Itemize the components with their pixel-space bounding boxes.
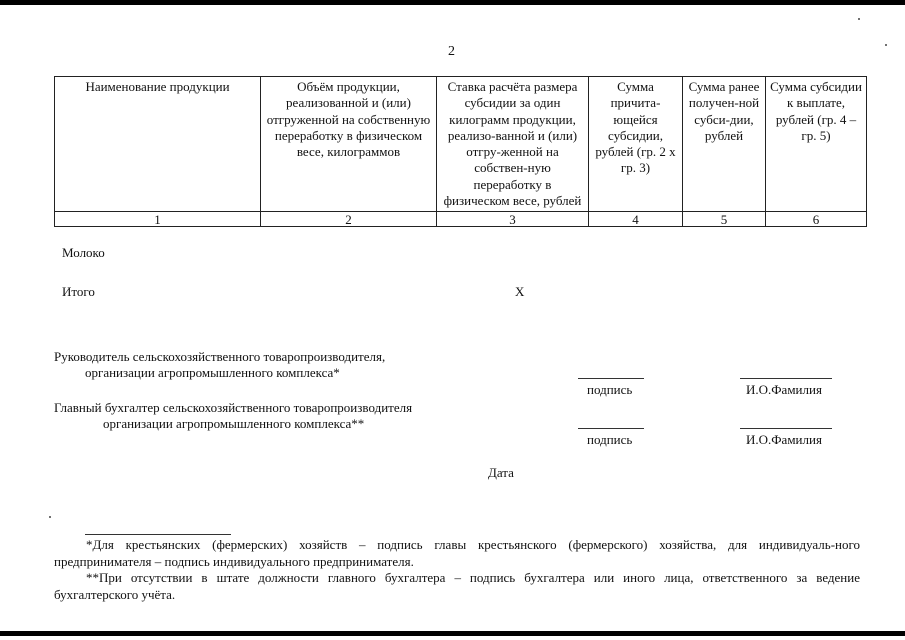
accountant-name-caption: И.О.Фамилия	[746, 432, 822, 447]
footnote-1: *Для крестьянских (фермерских) хозяйств – подпись главы крестьянского (фермерского) хозяйства, для индивидуаль-ного предпринимателя – подпись индивидуального предпринимателя.	[54, 537, 860, 569]
row-label-total: Итого	[62, 284, 95, 299]
accountant-signature-line	[578, 428, 644, 429]
scan-bottom-border	[0, 631, 905, 636]
header-rate: Ставка расчёта размера субсидии за один килограмм продукции, реализо-ванной и (или) отгру-женной на собствен-ную переработку в физическом весе, рублей	[437, 77, 589, 212]
column-number-row	[55, 212, 867, 227]
date-label: Дата	[488, 465, 514, 480]
accountant-title-line2: организации агропромышленного комплекса**	[103, 416, 365, 431]
scan-speck	[885, 44, 887, 46]
footnote-2: **При отсутствии в штате должности главного бухгалтера – подпись бухгалтера или иного лица, ответственного за ведение бухгалтерского учёта.	[54, 570, 860, 602]
scan-speck	[49, 516, 51, 518]
accountant-name-line	[740, 428, 832, 429]
subsidy-table	[54, 76, 867, 227]
head-signature-caption: подпись	[587, 382, 633, 397]
total-x-mark: Х	[515, 284, 525, 299]
column-number: 2	[261, 212, 437, 227]
header-product-name: Наименование продукции	[55, 77, 261, 212]
header-received-amount: Сумма ранее получен-ной субси-дии, рублей	[683, 77, 766, 212]
accountant-signature-label	[54, 400, 412, 432]
row-label-milk: Молоко	[62, 245, 105, 260]
scan-speck	[858, 18, 860, 20]
page-number: 2	[448, 44, 455, 59]
scan-top-border	[0, 0, 905, 5]
column-number: 5	[683, 212, 766, 227]
column-number: 6	[766, 212, 867, 227]
footnote-separator	[85, 534, 231, 535]
column-number: 1	[55, 212, 261, 227]
head-signature-label	[54, 349, 385, 381]
head-name-line	[740, 378, 832, 379]
head-title-line1: Руководитель сельскохозяйственного товаропроизводителя,	[54, 349, 386, 364]
header-payout-amount: Сумма субсидии к выплате, рублей (гр. 4 – гр. 5)	[766, 77, 867, 212]
column-number: 4	[589, 212, 683, 227]
header-due-amount: Сумма причита-ющейся субсидии, рублей (гр. 2 х гр. 3)	[589, 77, 683, 212]
table-header-row	[55, 77, 867, 212]
accountant-signature-caption: подпись	[587, 432, 633, 447]
column-number: 3	[437, 212, 589, 227]
accountant-title-line1: Главный бухгалтер сельскохозяйственного товаропроизводителя	[54, 400, 413, 415]
head-signature-line	[578, 378, 644, 379]
head-title-line2: организации агропромышленного комплекса*	[85, 365, 340, 380]
head-name-caption: И.О.Фамилия	[746, 382, 822, 397]
header-volume: Объём продукции, реализованной и (или) отгруженной на собственную переработку в физическом весе, килограммов	[261, 77, 437, 212]
